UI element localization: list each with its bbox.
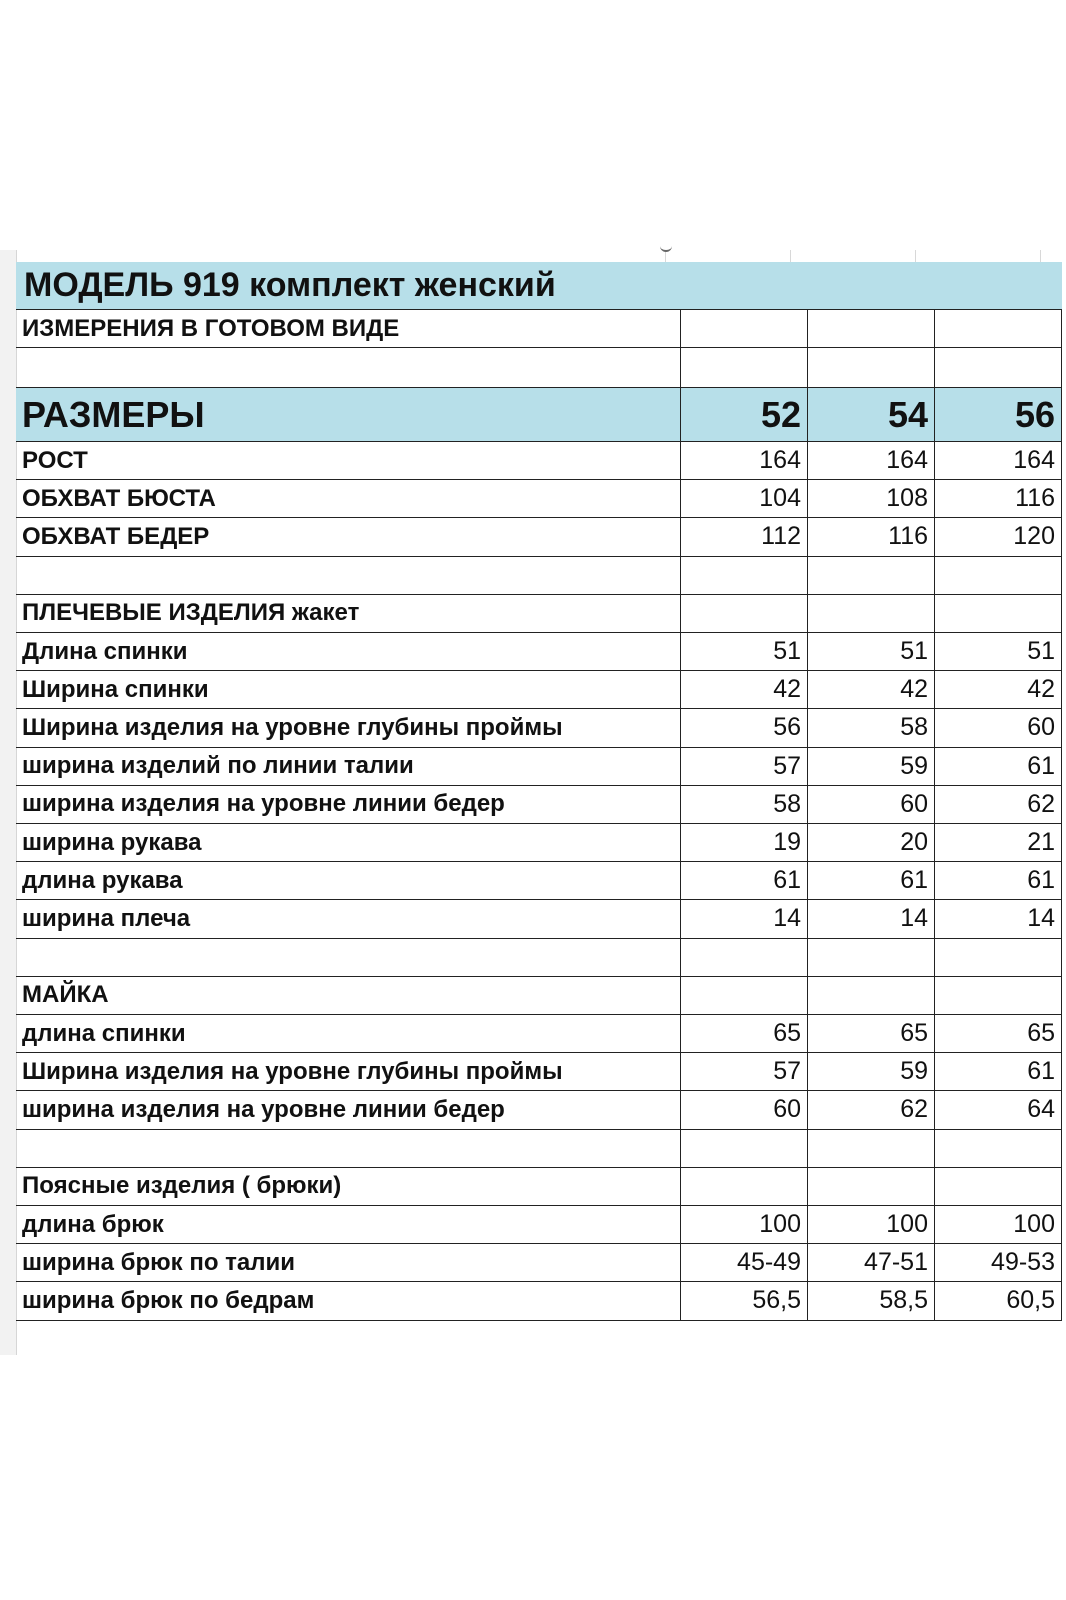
- value-cell[interactable]: 14: [681, 900, 808, 938]
- table-row: [16, 633, 1062, 671]
- value-cell[interactable]: [935, 977, 1062, 1015]
- row-label[interactable]: Длина спинки: [16, 633, 681, 671]
- value-cell[interactable]: [808, 557, 935, 595]
- row-label[interactable]: длина рукава: [16, 862, 681, 900]
- row-label[interactable]: ширина плеча: [16, 900, 681, 938]
- value-cell[interactable]: 64: [935, 1091, 1062, 1129]
- value-cell[interactable]: [681, 1168, 808, 1206]
- empty-cell[interactable]: [681, 310, 808, 348]
- row-label[interactable]: МАЙКА: [16, 977, 681, 1015]
- table-row: [16, 1053, 1062, 1091]
- value-cell[interactable]: [935, 595, 1062, 633]
- value-cell[interactable]: 14: [808, 900, 935, 938]
- value-cell[interactable]: [681, 1130, 808, 1168]
- value-cell[interactable]: 164: [681, 442, 808, 480]
- table-row: [16, 1206, 1062, 1244]
- row-label[interactable]: [16, 1130, 681, 1168]
- value-cell[interactable]: 116: [935, 480, 1062, 518]
- row-label[interactable]: ширина брюк по талии: [16, 1244, 681, 1282]
- sizes-label[interactable]: РАЗМЕРЫ: [16, 388, 681, 442]
- sizes-header-row: [16, 388, 1062, 442]
- empty-cell[interactable]: [935, 310, 1062, 348]
- value-cell[interactable]: [935, 1130, 1062, 1168]
- value-cell[interactable]: 20: [808, 824, 935, 862]
- row-label[interactable]: [16, 557, 681, 595]
- value-cell[interactable]: 47-51: [808, 1244, 935, 1282]
- value-cell[interactable]: 42: [681, 671, 808, 709]
- table-row: [16, 977, 1062, 1015]
- value-cell[interactable]: 65: [808, 1015, 935, 1053]
- value-cell[interactable]: 61: [808, 862, 935, 900]
- value-cell[interactable]: [808, 977, 935, 1015]
- empty-cell[interactable]: [808, 310, 935, 348]
- value-cell[interactable]: 100: [808, 1206, 935, 1244]
- value-cell[interactable]: 61: [935, 748, 1062, 786]
- value-cell[interactable]: 56: [681, 709, 808, 747]
- value-cell[interactable]: 21: [935, 824, 1062, 862]
- row-label[interactable]: ширина изделий по линии талии: [16, 748, 681, 786]
- table-row: [16, 1168, 1062, 1206]
- value-cell[interactable]: 58: [808, 709, 935, 747]
- value-cell[interactable]: 42: [935, 671, 1062, 709]
- sheet-title[interactable]: МОДЕЛЬ 919 комплект женский: [16, 262, 1062, 310]
- value-cell[interactable]: 61: [935, 862, 1062, 900]
- row-label[interactable]: ширина рукава: [16, 824, 681, 862]
- table-row: [16, 1130, 1062, 1168]
- value-cell[interactable]: 58,5: [808, 1282, 935, 1320]
- row-label[interactable]: ОБХВАТ БЮСТА: [16, 480, 681, 518]
- value-cell[interactable]: 57: [681, 1053, 808, 1091]
- value-cell[interactable]: 51: [681, 633, 808, 671]
- value-cell[interactable]: 45-49: [681, 1244, 808, 1282]
- row-label[interactable]: длина брюк: [16, 1206, 681, 1244]
- subtitle-row: [16, 310, 1062, 348]
- row-label[interactable]: ПЛЕЧЕВЫЕ ИЗДЕЛИЯ жакет: [16, 595, 681, 633]
- row-label[interactable]: ширина изделия на уровне линии бедер: [16, 1091, 681, 1129]
- row-label[interactable]: ширина брюк по бедрам: [16, 1282, 681, 1320]
- value-cell[interactable]: [935, 939, 1062, 977]
- table-row: [16, 1282, 1062, 1320]
- row-label[interactable]: ОБХВАТ БЕДЕР: [16, 518, 681, 556]
- value-cell[interactable]: 59: [808, 748, 935, 786]
- table-row: [16, 748, 1062, 786]
- empty-cell[interactable]: [935, 348, 1062, 388]
- table-row: [16, 518, 1062, 556]
- row-label[interactable]: ширина изделия на уровне линии бедер: [16, 786, 681, 824]
- value-cell[interactable]: [681, 977, 808, 1015]
- table-row: [16, 939, 1062, 977]
- value-cell[interactable]: 60: [681, 1091, 808, 1129]
- row-label[interactable]: Ширина спинки: [16, 671, 681, 709]
- value-cell[interactable]: [808, 1130, 935, 1168]
- row-label[interactable]: Ширина изделия на уровне глубины проймы: [16, 709, 681, 747]
- value-cell[interactable]: [681, 557, 808, 595]
- table-row: [16, 1244, 1062, 1282]
- value-cell[interactable]: [808, 595, 935, 633]
- table-row: [16, 786, 1062, 824]
- table-row: [16, 595, 1062, 633]
- table-row: [16, 1091, 1062, 1129]
- row-label[interactable]: РОСТ: [16, 442, 681, 480]
- empty-cell[interactable]: [681, 348, 808, 388]
- value-cell[interactable]: 49-53: [935, 1244, 1062, 1282]
- subtitle-cell[interactable]: ИЗМЕРЕНИЯ В ГОТОВОМ ВИДЕ: [16, 310, 681, 348]
- table-row: [16, 1015, 1062, 1053]
- table-row: [16, 824, 1062, 862]
- value-cell[interactable]: [935, 1168, 1062, 1206]
- value-cell[interactable]: 108: [808, 480, 935, 518]
- value-cell[interactable]: 116: [808, 518, 935, 556]
- value-cell[interactable]: 56,5: [681, 1282, 808, 1320]
- value-cell[interactable]: 62: [808, 1091, 935, 1129]
- table-row: [16, 671, 1062, 709]
- value-cell[interactable]: 42: [808, 671, 935, 709]
- value-cell[interactable]: 59: [808, 1053, 935, 1091]
- value-cell[interactable]: 61: [935, 1053, 1062, 1091]
- value-cell[interactable]: 62: [935, 786, 1062, 824]
- size-56[interactable]: 56: [935, 388, 1062, 442]
- value-cell[interactable]: 51: [808, 633, 935, 671]
- value-cell[interactable]: 60: [808, 786, 935, 824]
- value-cell[interactable]: [935, 557, 1062, 595]
- table-row: [16, 862, 1062, 900]
- value-cell[interactable]: 100: [681, 1206, 808, 1244]
- size-52[interactable]: 52: [681, 388, 808, 442]
- value-cell[interactable]: 58: [681, 786, 808, 824]
- row-label[interactable]: Ширина изделия на уровне глубины проймы: [16, 1053, 681, 1091]
- empty-cell[interactable]: [808, 348, 935, 388]
- row-label[interactable]: длина спинки: [16, 1015, 681, 1053]
- title-row: [16, 262, 1062, 310]
- table-row: [16, 442, 1062, 480]
- row-label[interactable]: [16, 939, 681, 977]
- table-row: [16, 709, 1062, 747]
- value-cell[interactable]: 120: [935, 518, 1062, 556]
- value-cell[interactable]: 100: [935, 1206, 1062, 1244]
- value-cell[interactable]: 19: [681, 824, 808, 862]
- value-cell[interactable]: [681, 939, 808, 977]
- size-54[interactable]: 54: [808, 388, 935, 442]
- value-cell[interactable]: [808, 939, 935, 977]
- value-cell[interactable]: 164: [808, 442, 935, 480]
- table-row: [16, 557, 1062, 595]
- blank-row: [16, 348, 1062, 388]
- empty-cell[interactable]: [16, 348, 681, 388]
- row-header-strip: [0, 250, 17, 1355]
- value-cell[interactable]: 104: [681, 480, 808, 518]
- value-cell[interactable]: 51: [935, 633, 1062, 671]
- value-cell[interactable]: [808, 1168, 935, 1206]
- value-cell[interactable]: [681, 595, 808, 633]
- table-row: [16, 480, 1062, 518]
- value-cell[interactable]: 60,5: [935, 1282, 1062, 1320]
- value-cell[interactable]: 65: [681, 1015, 808, 1053]
- row-label[interactable]: Поясные изделия ( брюки): [16, 1168, 681, 1206]
- table-row: [16, 900, 1062, 938]
- value-cell[interactable]: 164: [935, 442, 1062, 480]
- value-cell[interactable]: 65: [935, 1015, 1062, 1053]
- value-cell[interactable]: 57: [681, 748, 808, 786]
- value-cell[interactable]: 112: [681, 518, 808, 556]
- value-cell[interactable]: 14: [935, 900, 1062, 938]
- value-cell[interactable]: 61: [681, 862, 808, 900]
- value-cell[interactable]: 60: [935, 709, 1062, 747]
